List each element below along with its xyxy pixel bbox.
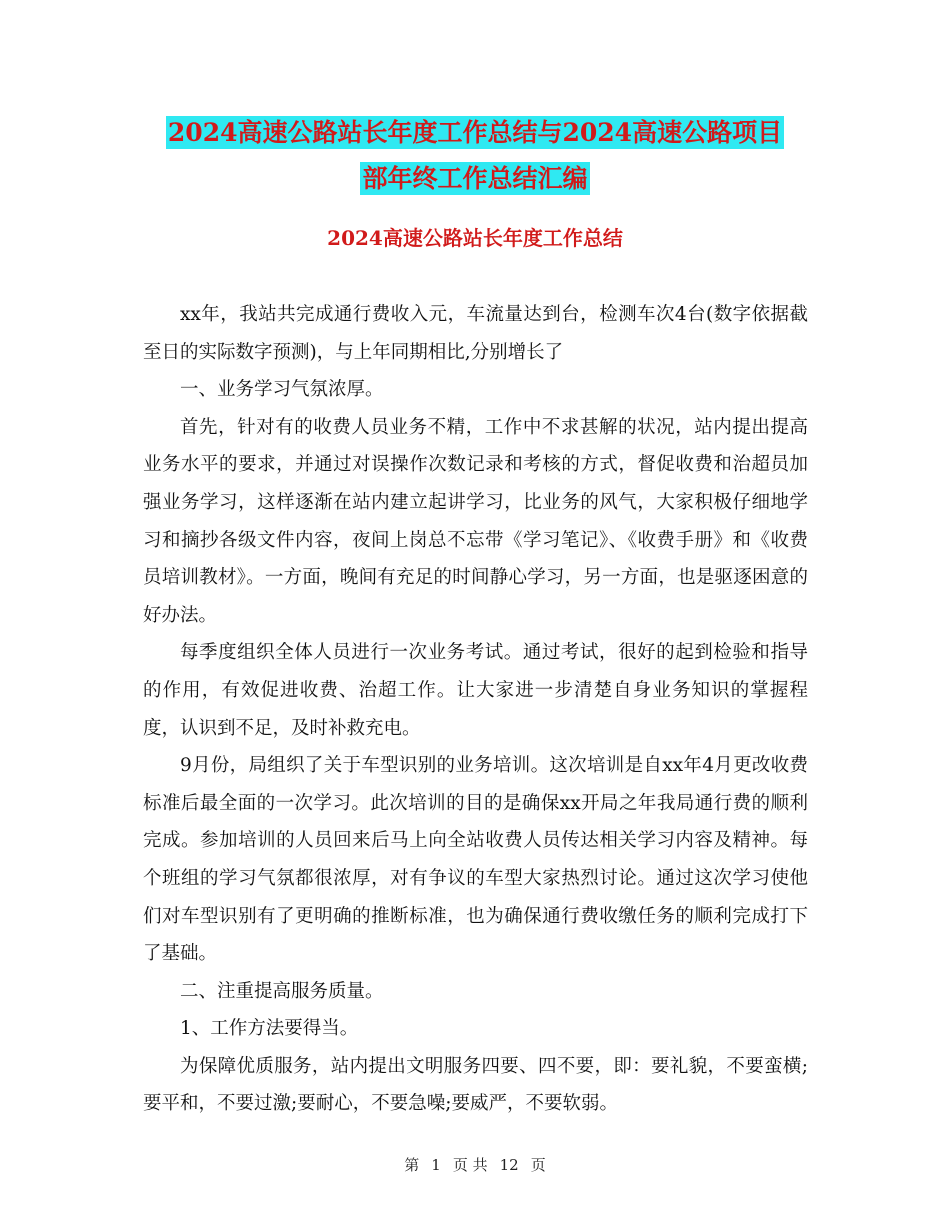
page-number: 1: [431, 1156, 441, 1174]
title-line-2: 部年终工作总结汇编: [362, 164, 588, 193]
page-footer: [0, 1154, 950, 1175]
page-total: 12: [499, 1156, 519, 1174]
document-title: [0, 110, 950, 202]
paragraph: 每季度组织全体人员进行一次业务考试。通过考试，很好的起到检验和指导的作用，有效促进收费、治超工作。让大家进一步清楚自身业务知识的掌握程度，认识到不足，及时补救充电。: [143, 642, 808, 739]
footer-mid: 页 共: [452, 1156, 488, 1174]
paragraph: 1、工作方法要得当。: [180, 1018, 359, 1040]
paragraph: xx年，我站共完成通行费收入元，车流量达到台，检测车次4台(数字依据截至日的实际数字预测)，与上年同期相比,分别增长了: [143, 304, 808, 363]
footer-prefix: 第: [404, 1156, 420, 1174]
title-line-1: 2024高速公路站长年度工作总结与2024高速公路项目: [167, 118, 783, 147]
paragraph: 一、业务学习气氛浓厚。: [180, 379, 384, 401]
paragraph: 二、注重提高服务质量。: [180, 980, 384, 1002]
footer-suffix: 页: [530, 1156, 546, 1174]
section-title: 2024高速公路站长年度工作总结: [327, 226, 623, 250]
paragraph: 为保障优质服务，站内提出文明服务四要、四不要，即：要礼貌，不要蛮横;要平和，不要过激;要耐心，不要急噪;要威严，不要软弱。: [143, 1055, 808, 1115]
paragraph: 首先，针对有的收费人员业务不精，工作中不求甚解的状况，站内提出提高业务水平的要求，并通过对误操作次数记录和考核的方式，督促收费和治超员加强业务学习，这样逐渐在站内建立起讲学习，比业务的风气，大家积极仔细地学习和摘抄各级文件内容，夜间上岗总不忘带《学习笔记》、《收费手册》和《收费员培训教材》。一方面，晚间有充足的时间静心学习，另一方面，也是驱逐困意的好办法。: [143, 416, 808, 626]
document-body: [143, 296, 808, 1123]
paragraph: 9月份，局组织了关于车型识别的业务培训。这次培训是自xx年4月更改收费标准后最全面的一次学习。此次培训的目的是确保xx开局之年我局通行费的顺利完成。参加培训的人员回来后马上向全站收费人员传达相关学习内容及精神。每个班组的学习气氛都很浓厚，对有争议的车型大家热烈讨论。通过这次学习使他们对车型识别有了更明确的推断标准，也为确保通行费收缴任务的顺利完成打下了基础。: [143, 755, 808, 965]
